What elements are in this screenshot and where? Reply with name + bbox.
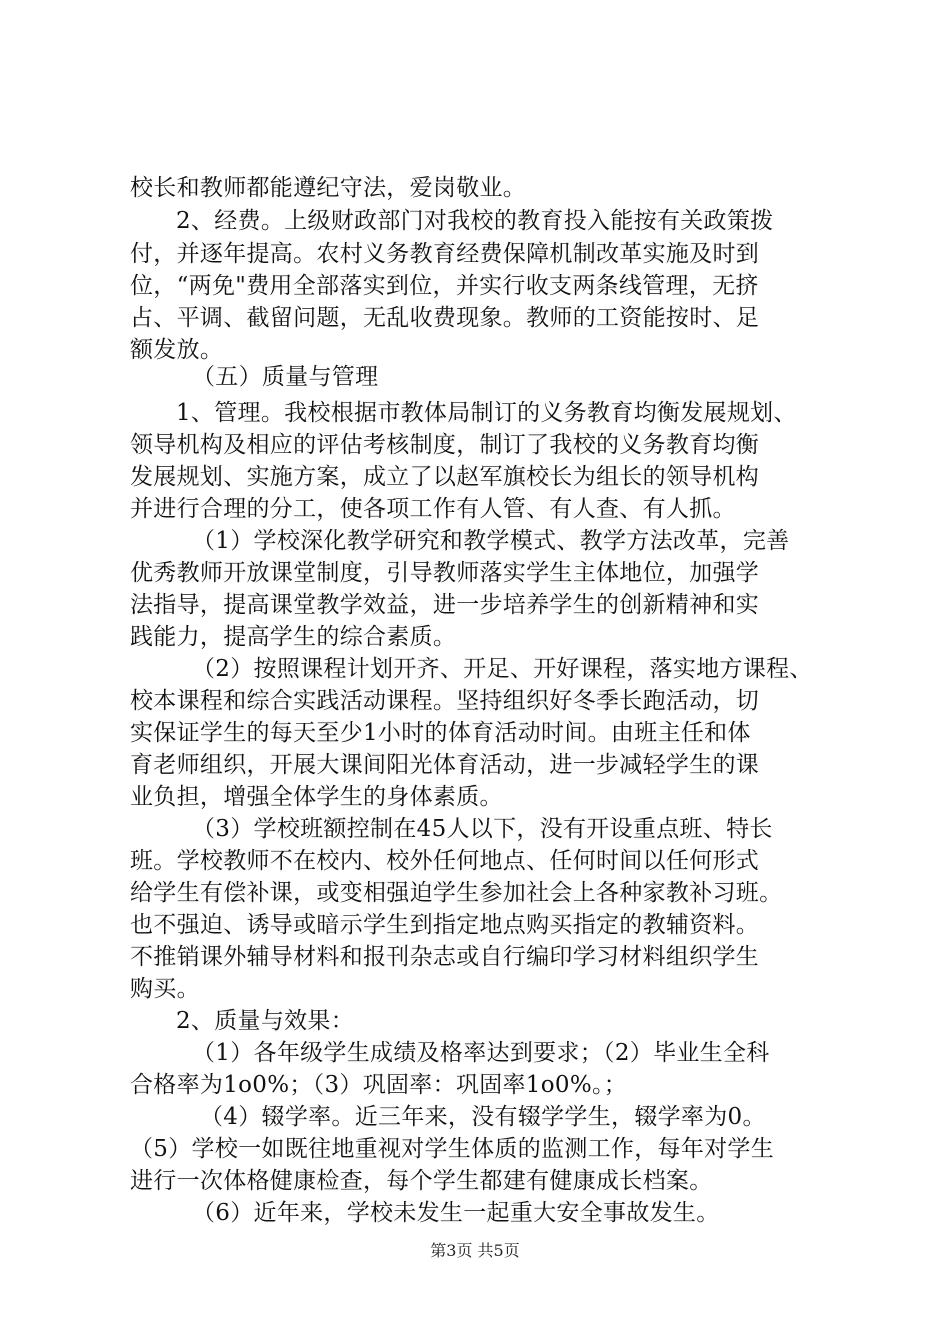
text-line: 践能力，提高学生的综合素质。	[130, 624, 457, 650]
text-line: 不推销课外辅导材料和报刊杂志或自行编印学习材料组织学生	[130, 944, 760, 970]
text-line: 位，“两免"费用全部落实到位，并实行收支两条线管理，无挤	[130, 273, 759, 299]
text-line: （2）按照课程计划开齐、开足、开好课程，落实地方课程、	[192, 656, 813, 682]
text-line: 优秀教师开放课堂制度，引导教师落实学生主体地位，加强学	[130, 560, 760, 586]
text-line: 领导机构及相应的评估考核制度，制订了我校的义务教育均衡	[130, 432, 760, 458]
text-line: 业负担，增强全体学生的身体素质。	[130, 784, 503, 810]
text-line: （4）辍学率。近三年来，没有辍学学生，辍学率为0。	[200, 1104, 766, 1130]
text-line: 1、管理。我校根据市教体局制订的义务教育均衡发展规划、	[176, 400, 797, 426]
text-line: 实保证学生的每天至少1小时的体育活动时间。由班主任和体	[130, 720, 751, 746]
text-line: 校长和教师都能遵纪守法，爱岗敬业。	[130, 175, 527, 201]
section-heading: （五）质量与管理	[192, 364, 379, 390]
text-line: 合格率为1o0%；（3）巩固率：巩固率1o0%。；	[130, 1072, 628, 1098]
page-number-footer: 第3页 共5页	[430, 1241, 520, 1260]
text-line: 购买。	[130, 976, 200, 1002]
text-line: （3）学校班额控制在45人以下，没有开设重点班、特长	[192, 816, 773, 842]
text-line: （6）近年来，学校未发生一起重大安全事故发生。	[192, 1200, 720, 1226]
text-line: 给学生有偿补课，或变相强迫学生参加社会上各种家教补习班。	[130, 880, 783, 906]
text-line: （1）学校深化教学研究和教学模式、教学方法改革，完善	[192, 528, 790, 554]
text-line: 校本课程和综合实践活动课程。坚持组织好冬季长跑活动，切	[130, 688, 760, 714]
text-line: 额发放。	[130, 337, 224, 363]
text-line: 法指导，提高课堂教学效益，进一步培养学生的创新精神和实	[130, 592, 760, 618]
text-line: 并进行合理的分工，使各项工作有人管、有人查、有人抓。	[130, 496, 736, 522]
text-line: 付，并逐年提高。农村义务教育经费保障机制改革实施及时到	[130, 241, 760, 267]
text-line: （1）各年级学生成绩及格率达到要求；（2）毕业生全科	[192, 1040, 770, 1066]
text-line: 也不强迫、诱导或暗示学生到指定地点购买指定的教辅资料。	[130, 912, 760, 938]
text-line: 2、质量与效果：	[176, 1008, 355, 1034]
text-line: 进行一次体格健康检查，每个学生都建有健康成长档案。	[130, 1168, 713, 1194]
text-line: 2、经费。上级财政部门对我校的教育投入能按有关政策拨	[176, 208, 774, 234]
text-line: （5）学校一如既往地重视对学生体质的监测工作，每年对学生	[130, 1136, 775, 1162]
text-line: 育老师组织，开展大课间阳光体育活动，进一步减轻学生的课	[130, 752, 760, 778]
text-line: 班。学校教师不在校内、校外任何地点、任何时间以任何形式	[130, 848, 760, 874]
text-line: 占、平调、截留问题，无乱收费现象。教师的工资能按时、足	[130, 305, 760, 331]
text-line: 发展规划、实施方案，成立了以赵军旗校长为组长的领导机构	[130, 464, 760, 490]
